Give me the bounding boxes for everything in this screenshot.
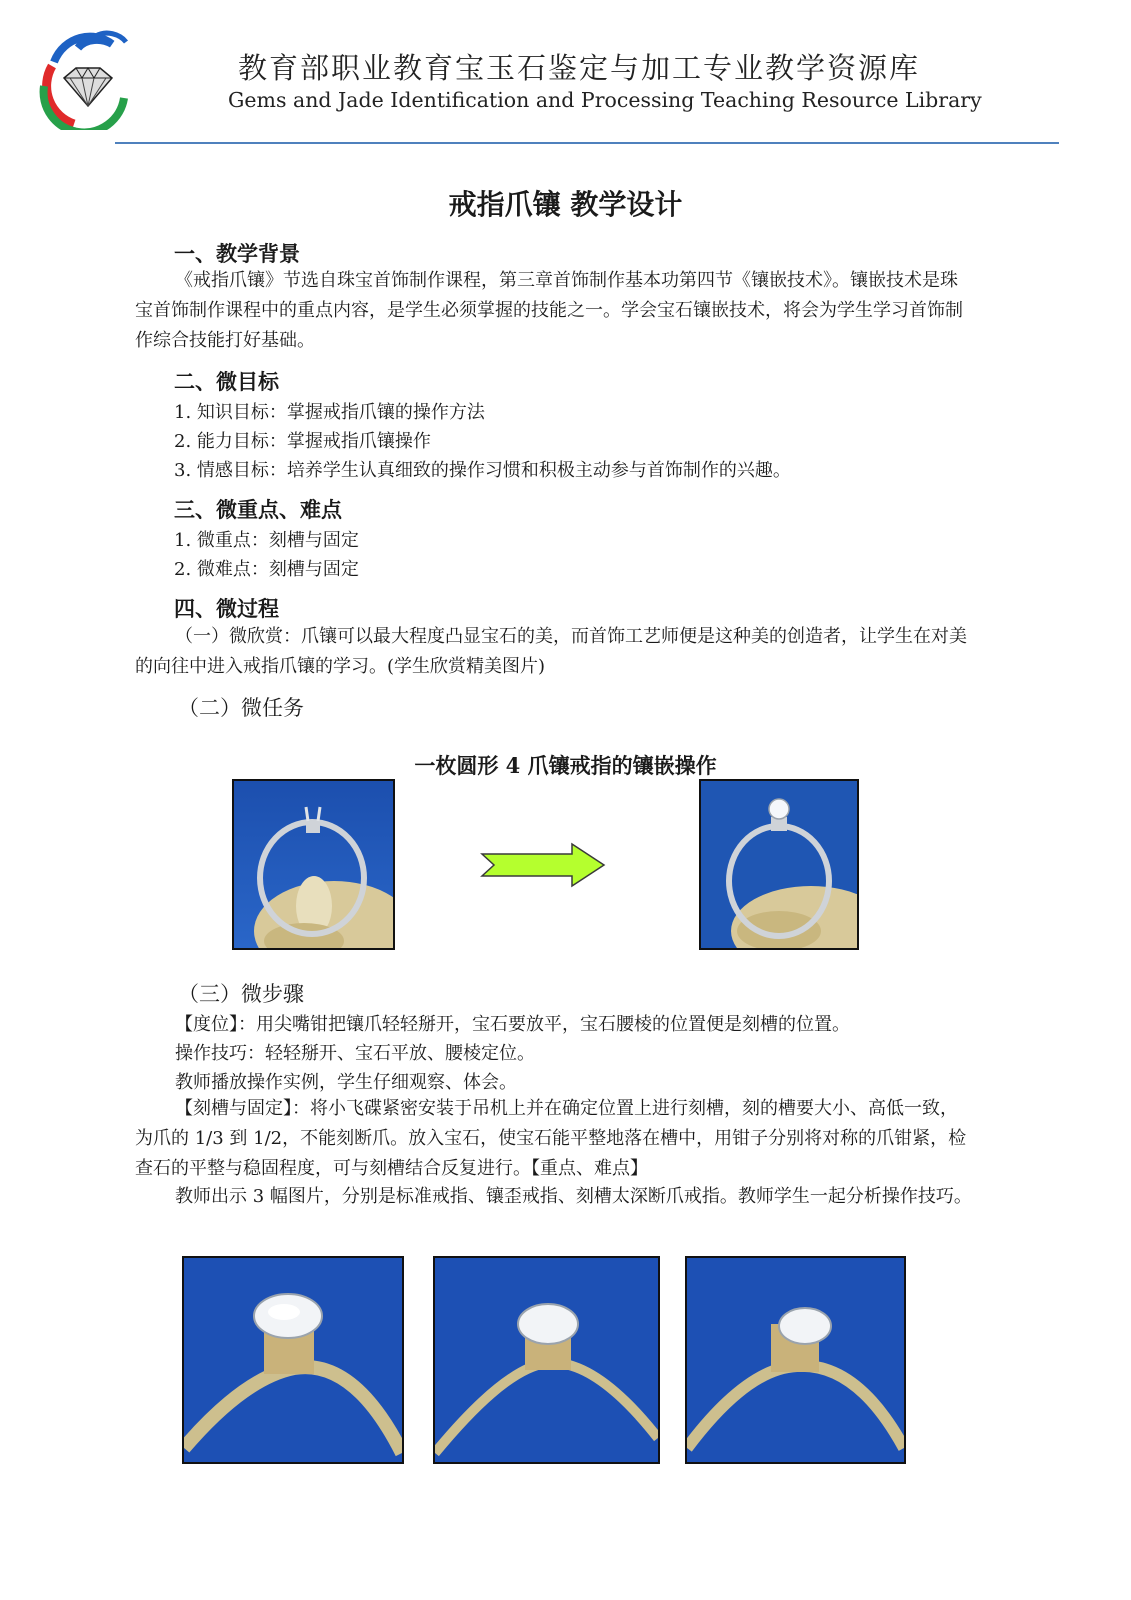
standard-ring-photo — [182, 1256, 404, 1464]
step-demo: 教师播放操作实例，学生仔细观察、体会。 — [175, 1072, 517, 1093]
ring-with-stone-image — [701, 781, 857, 948]
heading-task: （二）微任务 — [178, 696, 304, 720]
heading-steps: （三）微步骤 — [178, 982, 304, 1006]
heading-goals: 二、微目标 — [174, 369, 279, 394]
diamond-logo-icon — [34, 26, 134, 130]
heading-keypoints: 三、微重点、难点 — [174, 497, 342, 522]
background-paragraph: 《戒指爪镶》节选自珠宝首饰制作课程，第三章首饰制作基本功第四节《镶嵌技术》。镶嵌技术是珠宝首饰制作课程中的重点内容，是学生必须掌握的技能之一。学会宝石镶嵌技术，将会为学生学习首饰制作综合技能打好基础。 — [135, 270, 963, 351]
step-positioning: 【度位】：用尖嘴钳把镶爪轻轻掰开，宝石要放平，宝石腰棱的位置便是刻槽的位置。 — [175, 1014, 850, 1035]
header-rule — [115, 142, 1059, 144]
broken-prong-ring-photo — [685, 1256, 906, 1464]
arrow-right-icon — [480, 842, 606, 888]
step-pictures: 教师出示 3 幅图片，分别是标准戒指、镶歪戒指、刻槽太深断爪戒指。教师学生一起分析操作技巧。 — [175, 1186, 972, 1207]
heading-process: 四、微过程 — [174, 596, 279, 621]
goal-item-ability: 2. 能力目标：掌握戒指爪镶操作 — [174, 431, 431, 452]
step-grooving-fixing: 【刻槽与固定】：将小飞碟紧密安装于吊机上并在确定位置上进行刻槽，刻的槽要大小、高低一致，为爪的 1/3 到 1/2，不能刻断爪。放入宝石，使宝石能平整地落在槽中，用钳子分别将对称的爪钳紧，检查石的平整与稳固程度，可与刻槽结合反复进行。【重点、难点】 — [135, 1098, 967, 1179]
task-caption: 一枚圆形 4 爪镶戒指的镶嵌操作 — [414, 753, 717, 778]
broken-prong-ring-image — [687, 1258, 904, 1462]
keypoint-item-focus: 1. 微重点：刻槽与固定 — [174, 530, 359, 551]
header-title-en: Gems and Jade Identification and Processing Teaching Resource Library — [228, 88, 982, 112]
heading-background: 一、教学背景 — [174, 241, 300, 266]
keypoint-item-difficulty: 2. 微难点：刻槽与固定 — [174, 559, 359, 580]
step-tip: 操作技巧：轻轻掰开、宝石平放、腰棱定位。 — [175, 1043, 535, 1064]
tilted-ring-photo — [433, 1256, 660, 1464]
appreciation-paragraph: （一）微欣赏：爪镶可以最大程度凸显宝石的美，而首饰工艺师便是这种美的创造者，让学生在对美的向往中进入戒指爪镶的学习。(学生欣赏精美图片) — [135, 626, 967, 677]
goal-item-emotion: 3. 情感目标：培养学生认真细致的操作习惯和积极主动参与首饰制作的兴趣。 — [174, 460, 791, 481]
ring-without-stone-image — [234, 781, 393, 948]
document-title: 戒指爪镶 教学设计 — [448, 188, 683, 221]
header-title-zh: 教育部职业教育宝玉石鉴定与加工专业教学资源库 — [238, 51, 921, 85]
goal-item-knowledge: 1. 知识目标：掌握戒指爪镶的操作方法 — [174, 402, 485, 423]
ring-after-photo — [699, 779, 859, 950]
standard-ring-image — [184, 1258, 402, 1462]
library-logo — [34, 26, 134, 130]
ring-before-photo — [232, 779, 395, 950]
tilted-ring-image — [435, 1258, 658, 1462]
